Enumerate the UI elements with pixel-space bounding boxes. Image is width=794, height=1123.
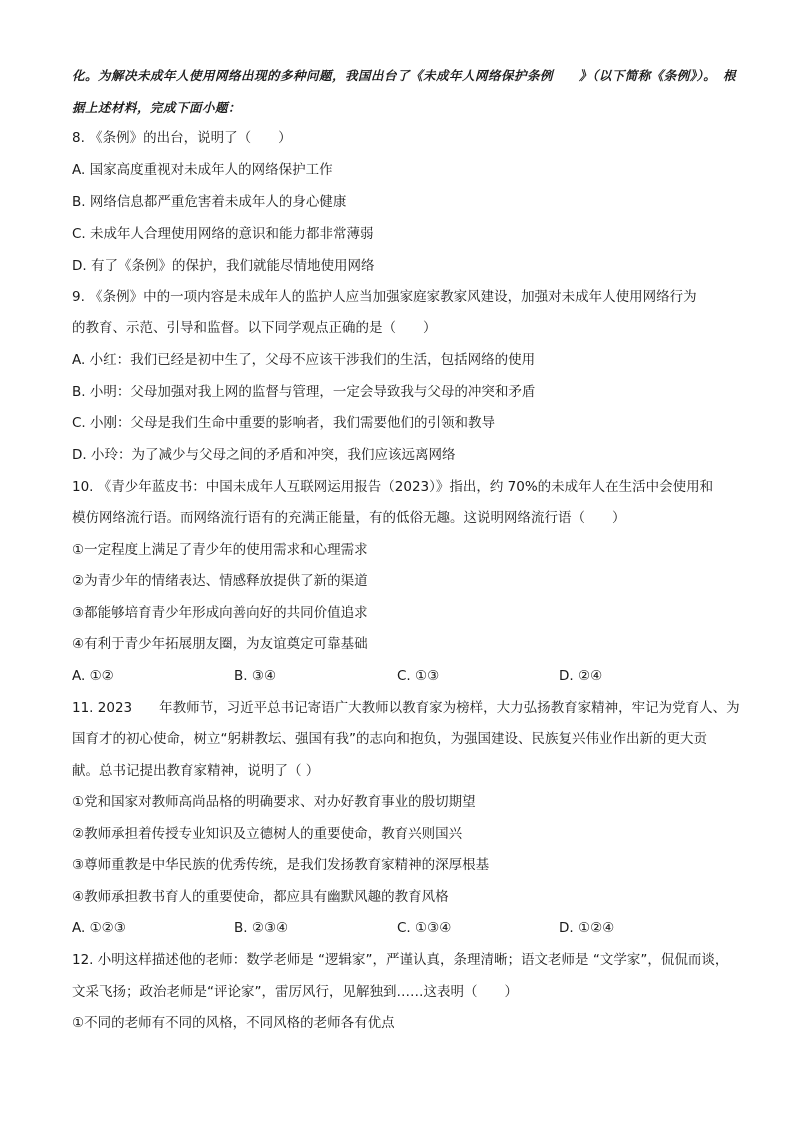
- question-10-item-2: ②为青少年的情绪表达、情感释放提供了新的渠道: [72, 573, 368, 589]
- question-10-choice-d: D. ②④: [559, 668, 603, 684]
- question-9-option-d: D. 小玲：为了减少与父母之间的矛盾和冲突，我们应该远离网络: [72, 447, 456, 463]
- question-10-item-3: ③都能够培育青少年形成向善向好的共同价值追求: [72, 605, 368, 621]
- question-10-stem-line-1: 10. 《青少年蓝皮书：中国未成年人互联网运用报告（2023）》指出，约 70%的未成年人在生活中会使用和: [72, 479, 714, 495]
- question-12-stem-line-2: 文采飞扬；政治老师是“评论家”，雷厉风行，见解独到……这表明（ ）: [72, 984, 518, 1000]
- question-9-option-b: B. 小明：父母加强对我上网的监督与管理，一定会导致我与父母的冲突和矛盾: [72, 384, 536, 400]
- question-11-item-1: ①党和国家对教师高尚品格的明确要求、对办好教育事业的殷切期望: [72, 794, 476, 810]
- question-12-stem-line-1: 12. 小明这样描述他的老师：数学老师是 “逻辑家”，严谨认真，条理清晰；语文老师是 “文学家”，侃侃而谈，: [72, 952, 729, 968]
- question-11-stem-line-3: 献。总书记提出教育家精神，说明了（ ）: [72, 763, 320, 779]
- question-11-choice-b: B. ②③④: [234, 920, 289, 936]
- question-9-stem-line-2: 的教育、示范、引导和监督。以下同学观点正确的是（ ）: [72, 320, 437, 336]
- question-11-stem-line-1: 11. 2023 年教师节，习近平总书记寄语广大教师以教育家为榜样，大力弘扬教育家精神，牢记为党育人、为: [72, 700, 740, 716]
- question-11-item-2: ②教师承担着传授专业知识及立德树人的重要使命，教育兴则国兴: [72, 826, 463, 842]
- question-9-option-c: C. 小刚：父母是我们生命中重要的影响者，我们需要他们的引领和教导: [72, 415, 496, 431]
- question-11-choice-a: A. ①②③: [72, 920, 126, 936]
- question-8-option-d: D. 有了《条例》的保护，我们就能尽情地使用网络: [72, 258, 375, 274]
- question-11-choice-c: C. ①③④: [397, 920, 452, 936]
- question-8-stem: 8. 《条例》的出台，说明了（ ）: [72, 130, 292, 146]
- question-10-choice-c: C. ①③: [397, 668, 440, 684]
- question-11-item-3: ③尊师重教是中华民族的优秀传统，是我们发扬教育家精神的深厚根基: [72, 857, 490, 873]
- question-10-stem-line-2: 模仿网络流行语。而网络流行语有的充满正能量，有的低俗无趣。这说明网络流行语（ ）: [72, 510, 626, 526]
- question-8-option-a: A. 国家高度重视对未成年人的网络保护工作: [72, 162, 333, 178]
- question-11-choice-d: D. ①②④: [559, 920, 615, 936]
- question-10-item-4: ④有利于青少年拓展朋友圈，为友谊奠定可靠基础: [72, 636, 368, 652]
- question-9-stem-line-1: 9. 《条例》中的一项内容是未成年人的监护人应当加强家庭家教家风建设，加强对未成年人使用网络行为: [72, 289, 697, 305]
- question-10-choice-b: B. ③④: [234, 668, 277, 684]
- question-12-item-1: ①不同的老师有不同的风格，不同风格的老师各有优点: [72, 1015, 395, 1031]
- question-11-item-4: ④教师承担教书育人的重要使命，都应具有幽默风趣的教育风格: [72, 889, 449, 905]
- question-10-choice-a: A. ①②: [72, 668, 114, 684]
- question-8-option-c: C. 未成年人合理使用网络的意识和能力都非常薄弱: [72, 226, 374, 242]
- question-10-item-1: ①一定程度上满足了青少年的使用需求和心理需求: [72, 542, 368, 558]
- question-9-option-a: A. 小红：我们已经是初中生了，父母不应该干涉我们的生活，包括网络的使用: [72, 352, 536, 368]
- intro-line-2: 据上述材料，完成下面小题：: [72, 100, 242, 115]
- question-11-stem-line-2: 国育才的初心使命，树立“躬耕教坛、强国有我”的志向和抱负，为强国建设、民族复兴伟业作出新的更大贡: [72, 731, 707, 747]
- intro-line-1: 化。为解决未成年人使用网络出现的多种问题，我国出台了《未成年人网络保护条例 》（以下简称《条例》）。 根: [72, 68, 737, 83]
- question-8-option-b: B. 网络信息都严重危害着未成年人的身心健康: [72, 194, 347, 210]
